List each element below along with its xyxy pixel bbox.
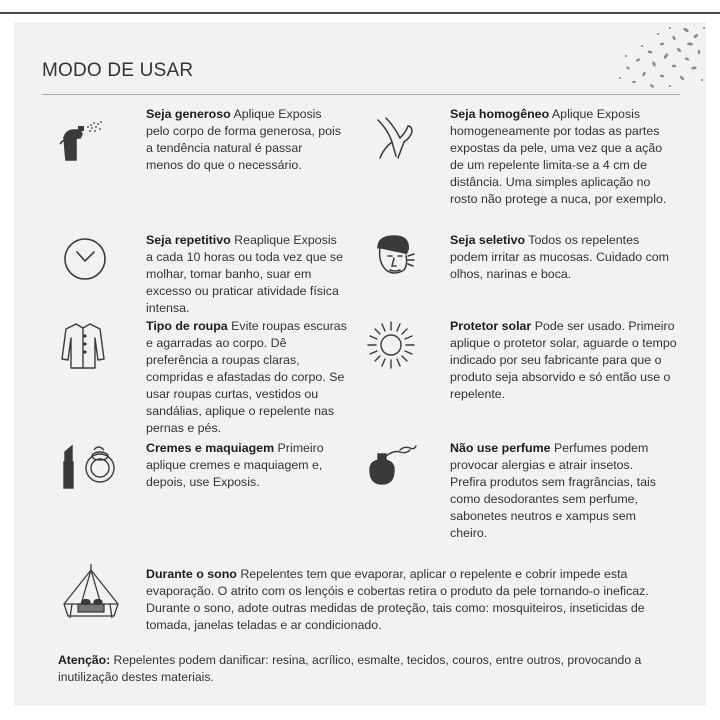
instruction-title: Não use perfume — [450, 441, 551, 455]
top-divider — [0, 12, 720, 14]
instruction-body: Pode ser usado. Primeiro aplique o protetor solar, aguarde o tempo indicado por seu fabricante para que o produto seja absorvido e só então use o repelente. — [450, 319, 677, 401]
spray-icon — [56, 114, 106, 164]
instruction-title: Protetor solar — [450, 319, 532, 333]
instruction-seja-generoso — [146, 106, 342, 174]
instruction-protetor-solar — [450, 318, 678, 403]
instruction-title: Durante o sono — [146, 567, 237, 581]
instruction-body: Repelentes tem que evaporar, aplicar o repelente e cobrir impede esta evaporação. O atrito com os lençóis e cobertas retira o produto da pele tornando-o ineficaz. Durante o sono, adote outras medidas de proteção, tais como: mosquiteiros, inseticidas de tomada, janelas teladas e ar condicionado. — [146, 567, 649, 632]
makeup-icon — [58, 440, 120, 492]
section-title: MODO DE USAR — [42, 60, 194, 81]
instruction-body: Aplique Exposis homogeneamente por todas as partes expostas da pele, uma vez que a ação de um repelente limita-se a 4 cm de distância. Uma simples aplicação no rosto não protege a nuca, por exemplo. — [450, 107, 667, 206]
shirt-icon — [56, 320, 110, 372]
attention-note — [58, 652, 678, 686]
perfume-icon — [364, 440, 420, 490]
instruction-cremes-e-maquiagem — [146, 440, 354, 491]
arm-icon — [370, 112, 416, 162]
instruction-durante-o-sono — [146, 566, 678, 634]
instruction-body: Primeiro aplique cremes e maquiagem e, depois, use Exposis. — [146, 441, 324, 489]
instruction-tipo-de-roupa — [146, 318, 348, 437]
face-icon — [368, 232, 418, 282]
attention-label: Atenção: — [58, 653, 111, 667]
attention-text: Repelentes podem danificar: resina, acrílico, esmalte, tecidos, couros, entre outros, provocando a inutilização destes materiais. — [58, 653, 642, 684]
instruction-seja-seletivo — [450, 232, 678, 283]
sun-icon — [364, 318, 418, 372]
title-rule — [42, 94, 680, 95]
instruction-nao-use-perfume — [450, 440, 670, 542]
instruction-title: Seja seletivo — [450, 233, 526, 247]
instruction-body: Perfumes podem provocar alergias e atrair insetos. Prefira produtos sem fragrâncias, tais como desodorantes sem perfume, sabonetes neutros e xampus sem cheiro. — [450, 441, 656, 540]
mosquito-net-icon — [56, 560, 126, 626]
instruction-title: Tipo de roupa — [146, 319, 228, 333]
instruction-title: Seja homogêneo — [450, 107, 550, 121]
instruction-body: Todos os repelentes podem irritar as mucosas. Cuidado com olhos, narinas e boca. — [450, 233, 669, 281]
instruction-seja-homogeneo — [450, 106, 678, 208]
instruction-title: Cremes e maquiagem — [146, 441, 275, 455]
instruction-body: Aplique Exposis pelo corpo de forma generosa, pois a tendência natural é passar menos do que o necessário. — [146, 107, 341, 172]
instruction-title: Seja repetitivo — [146, 233, 231, 247]
instruction-body: Evite roupas escuras e agarradas ao corpo. Dê preferência a roupas claras, compridas e afastadas do corpo. Se usar roupas curtas, vestidos ou sandálias, aplique o repelente nas pernas e pés. — [146, 319, 347, 435]
instruction-body: Reaplique Exposis a cada 10 horas ou toda vez que se molhar, tomar banho, suar em excesso ou praticar atividade física intensa. — [146, 233, 344, 315]
clock-icon — [60, 234, 110, 284]
instruction-title: Seja generoso — [146, 107, 231, 121]
decorative-insects-pattern — [566, 22, 706, 92]
instruction-seja-repetitivo — [146, 232, 346, 317]
